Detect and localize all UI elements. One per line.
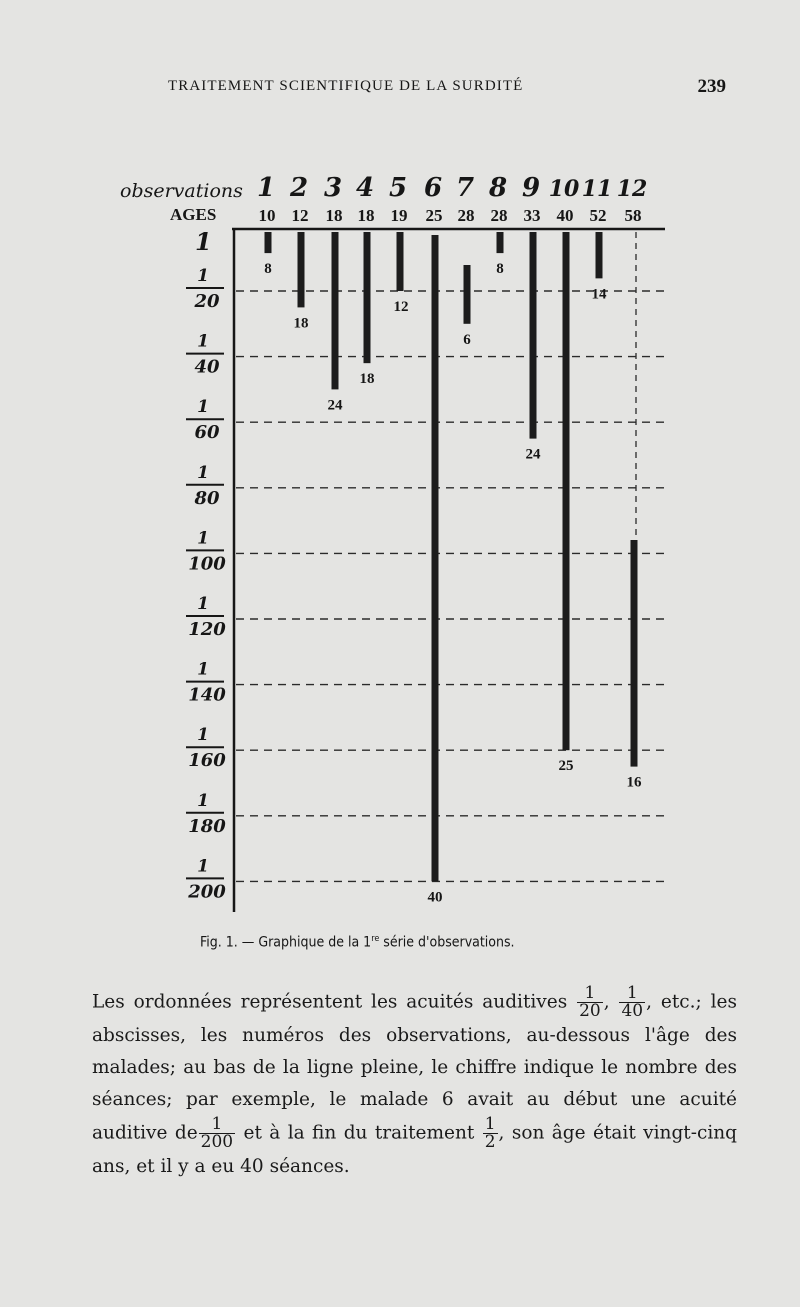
observation-number-6: 6: [423, 173, 443, 203]
y-tick-denominator-80: 80: [194, 487, 220, 509]
bar-obs-4: [364, 232, 371, 363]
gridlines: [236, 291, 665, 881]
age-12: 58: [624, 206, 642, 225]
age-2: 12: [291, 206, 309, 225]
age-3: 18: [325, 206, 343, 225]
y-tick-numerator-80: 1: [197, 462, 209, 483]
ages-row-label: AGES: [170, 205, 217, 224]
age-9: 33: [523, 206, 541, 225]
observations-row-label: observations: [120, 180, 243, 202]
age-7: 28: [457, 206, 475, 225]
bar-obs-11: [596, 232, 603, 278]
bar-label-obs-6: 40: [427, 889, 443, 906]
observation-number-1: 1: [256, 173, 276, 203]
fraction-1-200: $\frac{1}{200}$: [200, 1114, 234, 1152]
observation-number-10: 10: [548, 176, 580, 202]
bar-obs-7: [464, 265, 471, 324]
bar-label-obs-12: 16: [626, 774, 642, 791]
y-tick-numerator-120: 1: [197, 594, 209, 614]
bar-labels: [264, 261, 642, 905]
text-part-c: les abscisses, les numéros des observations, au-dessous l'âge des malades; au bas de la ligne pleine, le chiffre indique le nombre des séances; par exemple, le malade 6 avait au début une acuité auditive de: [92, 991, 737, 1144]
observation-number-8: 8: [488, 173, 508, 203]
y-tick-denominator-180: 180: [188, 815, 226, 837]
fraction-1-40: $\frac{1}{40}$: [621, 983, 644, 1021]
caption-prefix: Fig. 1. — Graphique de la 1: [200, 934, 372, 951]
age-8: 28: [490, 206, 508, 225]
age-10: 40: [556, 206, 574, 225]
caption-suffix: série d'observations.: [379, 934, 515, 951]
age-5: 19: [390, 206, 408, 225]
bar-obs-6: [432, 235, 439, 881]
y-tick-denominator-60: 60: [194, 422, 220, 444]
observation-numbers: [257, 173, 647, 203]
observation-number-2: 2: [289, 173, 309, 203]
figure-caption: [200, 934, 640, 951]
y-tick-numerator-180: 1: [197, 790, 209, 811]
text-part-a: Les ordonnées représentent les acuités auditives: [92, 991, 577, 1013]
body-paragraph: Les ordonnées représentent les acuités auditives $\frac{1}{20}$ , $\frac{1}{40}$ , etc.; les abscisses, les numéros des observations, au-dessous l'âge des malades; au bas de la ligne pleine, le chiffre indique le nombre des séances; par exemple, le malade 6 avait au début une acuité auditive de $\frac{1}{200}$ et à la fin du traitement $\frac{1}{2}$ , son âge était vingt-cinq ans, et il y a eu 40 séances.: [92, 983, 738, 1177]
y-tick-denominator-140: 140: [188, 684, 226, 706]
bar-obs-3: [332, 232, 339, 389]
bar-label-obs-4: 18: [359, 371, 375, 388]
bar-label-obs-9: 24: [525, 446, 541, 463]
bar-obs-9: [530, 232, 537, 439]
observation-number-4: 4: [355, 173, 375, 203]
caption-sup: re: [371, 934, 380, 944]
y-tick-denominator-100: 100: [188, 553, 226, 575]
text-part-e: son âge était vingt-cinq ans, et il y a eu 40 séances.: [92, 1122, 738, 1177]
y-axis-ticks: [186, 266, 226, 902]
y-tick-denominator-200: 200: [188, 881, 226, 903]
bar-label-obs-1: 8: [264, 261, 272, 278]
bar-label-obs-5: 12: [393, 299, 409, 315]
bar-label-obs-2: 18: [293, 315, 309, 332]
fraction-1-20: $\frac{1}{20}$: [579, 983, 601, 1021]
bar-obs-2: [298, 232, 305, 307]
bar-obs-1: [265, 232, 272, 253]
y-tick-denominator-120: 120: [188, 619, 226, 640]
bar-obs-8: [497, 232, 504, 253]
y-tick-denominator-20: 20: [194, 291, 220, 312]
text-part-b: etc.;: [652, 991, 702, 1013]
y-tick-denominator-40: 40: [194, 356, 220, 378]
bar-obs-10: [563, 232, 570, 750]
bar-label-obs-3: 24: [327, 397, 343, 414]
running-title: TRAITEMENT SCIENTIFIQUE DE LA SURDITÉ: [168, 78, 524, 94]
bars: [265, 232, 638, 881]
bar-obs-12: [631, 540, 638, 767]
text-part-d: et à la fin du traitement: [236, 1122, 482, 1144]
observation-number-7: 7: [455, 173, 475, 203]
bar-obs-5: [397, 232, 404, 291]
y-tick-numerator-140: 1: [197, 659, 209, 680]
y-tick-numerator-160: 1: [197, 725, 209, 746]
age-6: 25: [425, 206, 443, 225]
age-values: [259, 206, 642, 225]
observation-number-3: 3: [323, 173, 343, 203]
y-tick-numerator-20: 1: [197, 266, 209, 286]
age-1: 10: [258, 206, 276, 225]
y-axis-top-label: 1: [195, 227, 212, 256]
y-tick-numerator-40: 1: [197, 331, 209, 352]
bar-label-obs-11: 14: [591, 286, 607, 303]
observation-number-9: 9: [521, 173, 541, 203]
y-tick-denominator-160: 160: [188, 750, 226, 772]
page-number: 239: [697, 76, 726, 97]
bar-label-obs-7: 6: [463, 331, 471, 348]
y-tick-numerator-60: 1: [197, 397, 209, 418]
age-11: 52: [589, 206, 607, 225]
observation-number-12: 12: [616, 176, 648, 202]
observation-number-5: 5: [388, 173, 408, 203]
bar-label-obs-10: 25: [558, 758, 574, 775]
observation-number-11: 11: [581, 176, 613, 202]
y-tick-numerator-100: 1: [197, 528, 209, 549]
age-4: 18: [357, 206, 375, 225]
fraction-1-2: $\frac{1}{2}$: [484, 1114, 496, 1152]
y-tick-numerator-200: 1: [197, 856, 209, 877]
bar-label-obs-8: 8: [496, 261, 504, 278]
